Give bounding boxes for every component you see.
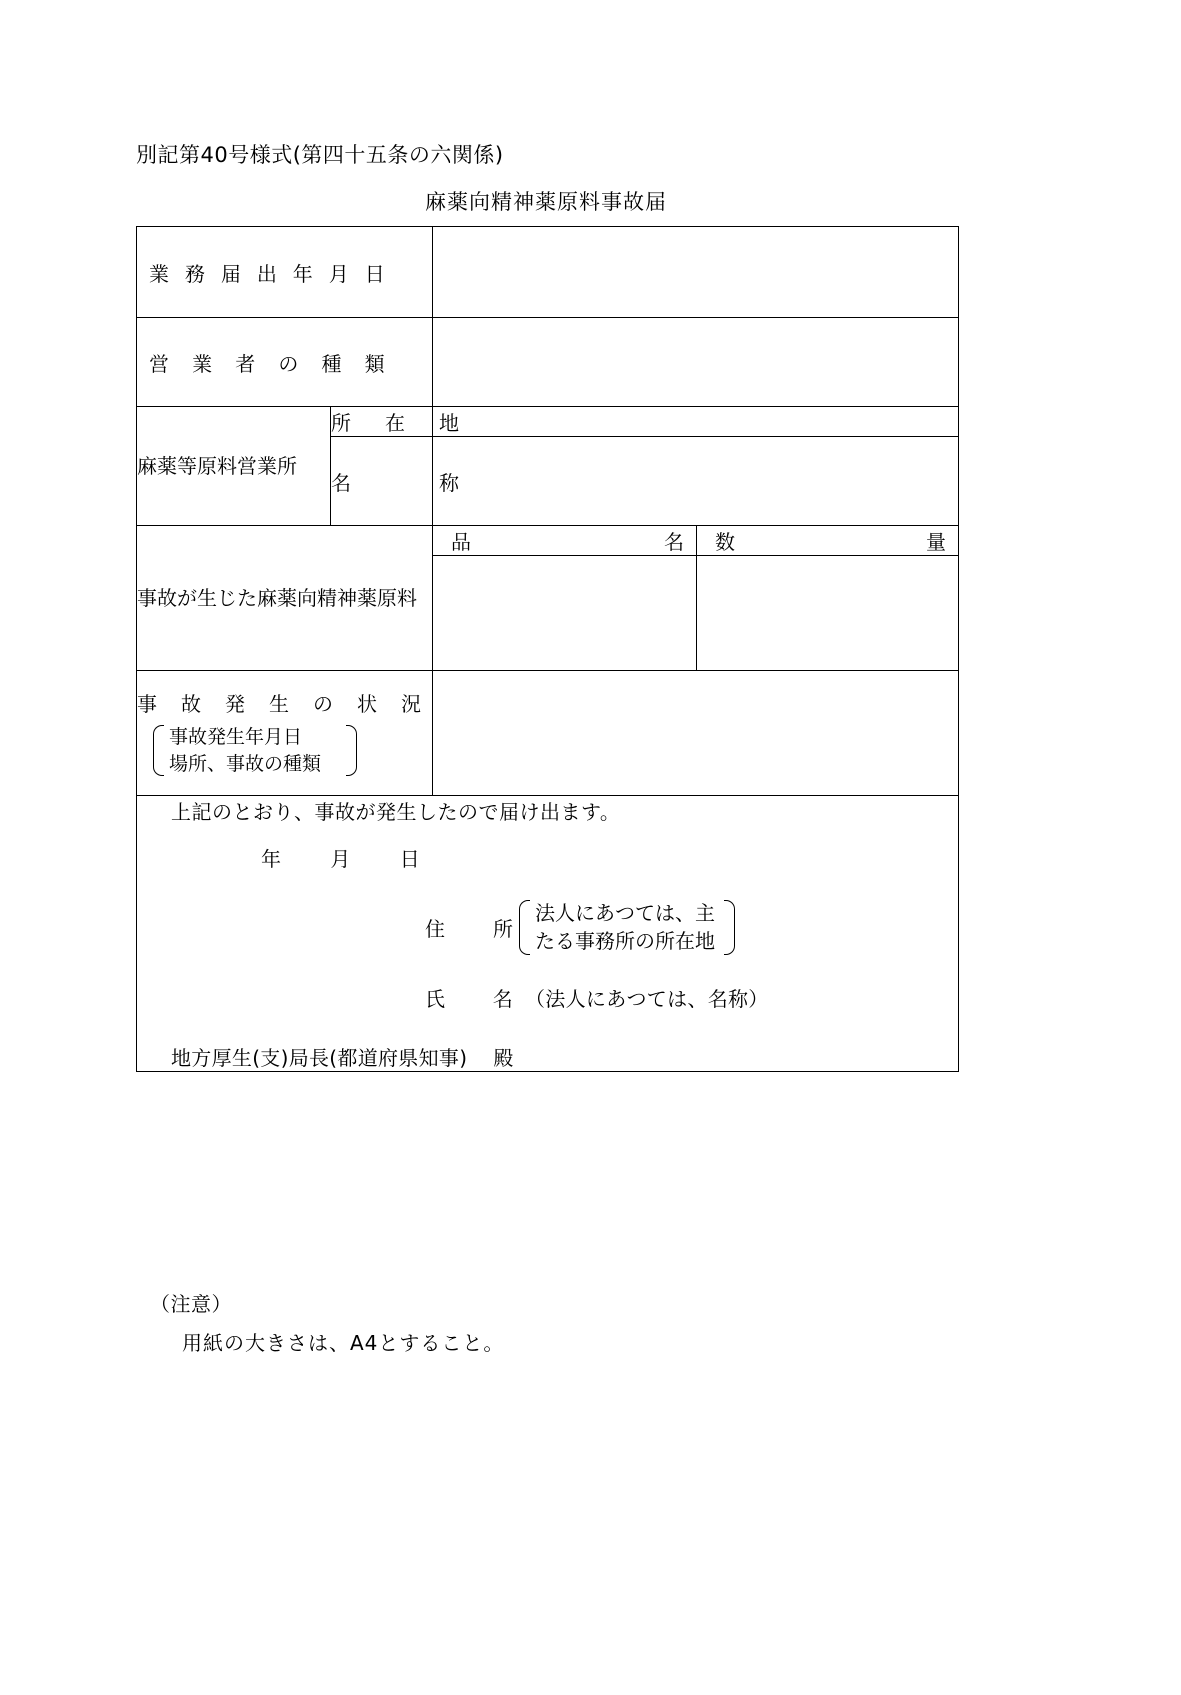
bracket-right-icon xyxy=(346,723,357,779)
office-address-label-cell xyxy=(331,407,459,437)
declaration-address-line xyxy=(137,898,958,957)
operator-type-value-cell[interactable] xyxy=(433,318,959,407)
office-label: 麻薬等原料営業所 xyxy=(137,453,297,478)
office-label-cell xyxy=(137,407,331,526)
bracket-left-icon xyxy=(519,898,530,957)
table-row-situation xyxy=(137,671,959,796)
situation-note-line2: 場所、事故の種類 xyxy=(169,752,322,775)
page-title: 麻薬向精神薬原料事故届 xyxy=(425,190,667,214)
declaration-name-label: 氏名 xyxy=(425,986,513,1011)
material-name-value-cell[interactable] xyxy=(433,556,697,671)
situation-value-cell[interactable] xyxy=(433,671,959,796)
office-name-label-cell xyxy=(331,437,459,526)
situation-note-bracket xyxy=(153,723,357,779)
material-qty-value-cell[interactable] xyxy=(697,556,959,671)
material-name-header-cell xyxy=(433,526,697,556)
table-row-declaration xyxy=(137,796,959,1072)
notes-heading: （注意） xyxy=(150,1292,232,1316)
declaration-date-year[interactable]: 年 xyxy=(261,847,282,871)
declaration-date-month[interactable]: 月 xyxy=(330,847,351,871)
office-address-value-cell[interactable] xyxy=(433,407,959,437)
table-row-submission-date xyxy=(137,227,959,318)
operator-type-label-cell xyxy=(137,318,433,407)
declaration-date-day[interactable]: 日 xyxy=(399,847,421,871)
bracket-right-icon xyxy=(724,898,735,957)
address-note-line2: たる事務所の所在地 xyxy=(535,929,715,954)
notes-item-1: 用紙の大きさは、A4とすること。 xyxy=(182,1331,505,1355)
material-label: 事故が生じた麻薬向精神薬原料 xyxy=(137,585,417,610)
declaration-name-line xyxy=(137,983,958,1012)
form-number: 別記第40号様式(第四十五条の六関係) xyxy=(136,143,504,167)
declaration-recipient-line xyxy=(137,1042,958,1071)
submission-date-value-cell[interactable] xyxy=(433,227,959,318)
notification-form-table xyxy=(136,226,959,1072)
table-row-operator-type xyxy=(137,318,959,407)
declaration-statement: 上記のとおり、事故が発生したので届け出ます。 xyxy=(171,800,621,824)
table-row-material-header xyxy=(137,526,959,556)
bracket-left-icon xyxy=(153,723,164,779)
operator-type-label: 営業者の種類 xyxy=(149,351,385,376)
submission-date-label: 業務届出年月日 xyxy=(149,261,385,286)
declaration-date-line xyxy=(137,843,958,872)
address-note-line1: 法人にあつては、主 xyxy=(535,901,715,925)
table-row-office-address xyxy=(137,407,959,437)
address-note-bracket xyxy=(519,898,735,957)
material-name-header: 品名 xyxy=(451,530,684,554)
declaration-name-note: （法人にあつては、名称） xyxy=(525,986,769,1011)
office-name-value-cell[interactable] xyxy=(433,437,959,526)
situation-note-lines xyxy=(164,723,346,779)
material-qty-header: 数量 xyxy=(715,530,946,554)
situation-note-line1: 事故発生年月日 xyxy=(169,725,303,748)
material-qty-header-cell xyxy=(697,526,959,556)
submission-date-label-cell xyxy=(137,227,433,318)
material-label-cell xyxy=(137,526,433,671)
declaration-honorific: 殿 xyxy=(493,1045,514,1070)
situation-label-cell xyxy=(137,671,433,796)
declaration-address-label: 住所 xyxy=(425,916,513,941)
office-name-label: 名称 xyxy=(331,470,459,495)
address-note-lines xyxy=(530,898,724,957)
situation-label: 事故発生の状況 xyxy=(137,691,421,716)
declaration-cell xyxy=(137,796,959,1072)
office-address-label: 所在地 xyxy=(331,411,459,435)
notes-section xyxy=(150,1288,504,1356)
declaration-recipient: 地方厚生(支)局長(都道府県知事) xyxy=(171,1045,468,1070)
